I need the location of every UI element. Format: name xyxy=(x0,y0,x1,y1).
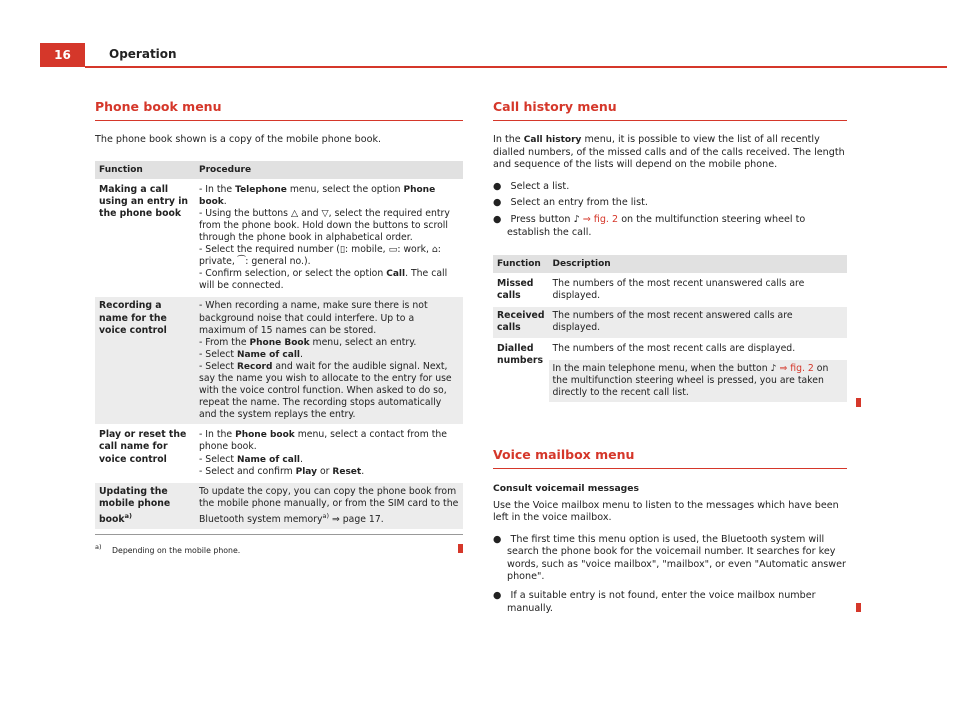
list-item xyxy=(493,534,847,584)
row-function: Recording a name for the voice control xyxy=(95,296,195,425)
phone-book-heading: Phone book menu xyxy=(95,99,463,121)
text: menu, select a contact from the phone book. xyxy=(199,429,448,453)
row-function: Received calls xyxy=(493,306,549,338)
keyword: Name of call xyxy=(236,349,300,360)
keyword: Name of call xyxy=(236,454,300,465)
text: on the multifunction steering wheel is pressed, you are taken directly to the recent call list. xyxy=(552,362,829,398)
text: . xyxy=(223,195,227,207)
table-header-row xyxy=(95,161,463,180)
text: . xyxy=(361,465,365,477)
footnote-mark: a) xyxy=(95,543,102,552)
table-row xyxy=(493,274,847,306)
section-end-marker xyxy=(856,603,861,612)
text: Select an entry from the list. xyxy=(510,197,648,209)
bullet: ● xyxy=(493,180,502,192)
header-rule xyxy=(85,66,947,68)
text: - From the xyxy=(199,336,250,348)
footnote-rule xyxy=(95,534,463,535)
call-history-section xyxy=(493,99,847,615)
function-text: Updating the mobile phone book xyxy=(99,485,171,526)
table-row xyxy=(95,425,463,481)
row-procedure xyxy=(195,425,463,481)
row-function: Making a call using an entry in the phone book xyxy=(95,180,195,297)
row-description: The numbers of the most recent calls are displayed. xyxy=(549,339,848,359)
col-header-function: Function xyxy=(493,255,549,274)
text: - Using the buttons △ and ▽, select the required entry from the phone book. Hold down the buttons to scroll through the phone book in alphabetical order. xyxy=(199,207,450,243)
section-title: Operation xyxy=(109,47,177,61)
keyword: Telephone xyxy=(235,184,287,195)
text: The first time this menu option is used, the Bluetooth system will search the phone book for the voicemail number. It searches for key words, such as "voice mailbox", "mailbox", or even "Automatic answer phone". xyxy=(507,533,846,583)
section-end-marker xyxy=(856,398,861,407)
text: menu, it is possible to view the list of all recently dialled numbers, of the missed calls and of the calls received. The length and sequence of the lists will depend on the mobile phone. xyxy=(493,134,845,171)
text: on the multifunction steering wheel to establish the call. xyxy=(507,213,806,238)
text: - Select and confirm xyxy=(199,465,296,477)
figure-ref-link[interactable]: ⇒ fig. 2 xyxy=(582,213,619,225)
text: In the main telephone menu, when the button ♪ xyxy=(552,362,780,374)
row-function: Dialled numbers xyxy=(493,339,549,402)
footnote-text: Depending on the mobile phone. xyxy=(112,545,241,555)
footnote xyxy=(95,543,463,555)
table-row xyxy=(493,306,847,338)
text: . The call will be connected. xyxy=(199,268,448,292)
keyword: Call history xyxy=(523,135,582,145)
row-procedure xyxy=(195,180,463,297)
text: To update the copy, you can copy the phone book from the mobile phone manually, or from the SIM card to the Bluetooth system memory xyxy=(199,485,459,526)
text: - When recording a name, make sure there is not background noise that could interfere. Up to a maximum of 15 names can be stored. xyxy=(199,300,428,336)
col-header-description: Description xyxy=(549,255,848,274)
keyword: Reset xyxy=(332,466,362,477)
text: menu, select an entry. xyxy=(309,336,417,348)
row-procedure xyxy=(195,296,463,425)
list-item xyxy=(493,214,847,239)
text: Select a list. xyxy=(510,180,570,192)
keyword: Record xyxy=(236,361,273,372)
keyword: Phone book xyxy=(235,430,295,441)
keyword: Call xyxy=(386,269,406,280)
text: If a suitable entry is not found, enter the voice mailbox number manually. xyxy=(507,590,816,614)
table-row xyxy=(95,296,463,425)
table-row xyxy=(95,180,463,297)
table-row xyxy=(493,339,847,359)
call-history-table xyxy=(493,255,847,402)
text: or xyxy=(316,465,333,477)
bullet: ● xyxy=(493,213,502,225)
keyword: Phone Book xyxy=(249,337,310,348)
row-description: The numbers of the most recent unanswered calls are displayed. xyxy=(549,274,848,306)
list-item xyxy=(493,181,847,194)
col-header-procedure: Procedure xyxy=(195,161,463,180)
text: - Select xyxy=(199,348,237,360)
footnote-ref: a) xyxy=(124,511,132,520)
text: In the xyxy=(493,134,524,145)
call-history-intro xyxy=(493,134,847,172)
table-row xyxy=(95,482,463,529)
section-end-marker xyxy=(458,544,463,553)
voice-mailbox-intro: Use the Voice mailbox menu to listen to the messages which have been left in the voice mailbox. xyxy=(493,499,839,524)
page-ref-link[interactable]: ⇒ page 17. xyxy=(329,514,384,526)
text: - Select xyxy=(199,453,237,465)
table-header-row xyxy=(493,255,847,274)
text: and wait for the audible signal. Next, say the name you wish to allocate to the entry for use with the voice control function. When asked to do so, repeat the name. The recording stops automatically and the system replays the entry. xyxy=(199,360,452,421)
bullet: ● xyxy=(493,590,502,602)
phone-book-intro: The phone book shown is a copy of the mobile phone book. xyxy=(95,134,382,145)
text: - Select xyxy=(199,360,237,372)
call-history-heading: Call history menu xyxy=(493,99,847,121)
text: - In the xyxy=(199,183,236,195)
text: . xyxy=(299,348,303,360)
text: - Select the required number (▯: mobile, ▭: work, ⌂: private, ⁀: general no.). xyxy=(199,244,441,268)
footnote-ref: a) xyxy=(322,511,330,520)
list-item xyxy=(493,590,847,615)
keyword: Phone book xyxy=(199,184,436,207)
voice-mailbox-heading: Voice mailbox menu xyxy=(493,447,847,469)
phone-book-section xyxy=(95,99,463,555)
text: - Confirm selection, or select the option xyxy=(199,268,387,280)
text: - In the xyxy=(199,429,236,441)
col-header-function: Function xyxy=(95,161,195,180)
text: . xyxy=(299,453,303,465)
list-item xyxy=(493,197,847,210)
keyword: Play xyxy=(295,466,317,477)
row-procedure xyxy=(195,482,463,529)
row-function: Missed calls xyxy=(493,274,549,306)
text: menu, select the option xyxy=(286,183,404,195)
voice-mailbox-subheading: Consult voicemail messages xyxy=(493,482,639,494)
text: Press button ♪ xyxy=(510,213,583,225)
row-function: Play or reset the call name for voice control xyxy=(95,425,195,481)
row-function xyxy=(95,482,195,529)
phone-book-table xyxy=(95,161,463,530)
bullet: ● xyxy=(493,197,502,209)
row-description: The numbers of the most recent answered calls are displayed. xyxy=(549,306,848,338)
page-number: 16 xyxy=(40,43,85,67)
bullet: ● xyxy=(493,533,502,545)
figure-ref-link[interactable]: ⇒ fig. 2 xyxy=(779,362,814,374)
